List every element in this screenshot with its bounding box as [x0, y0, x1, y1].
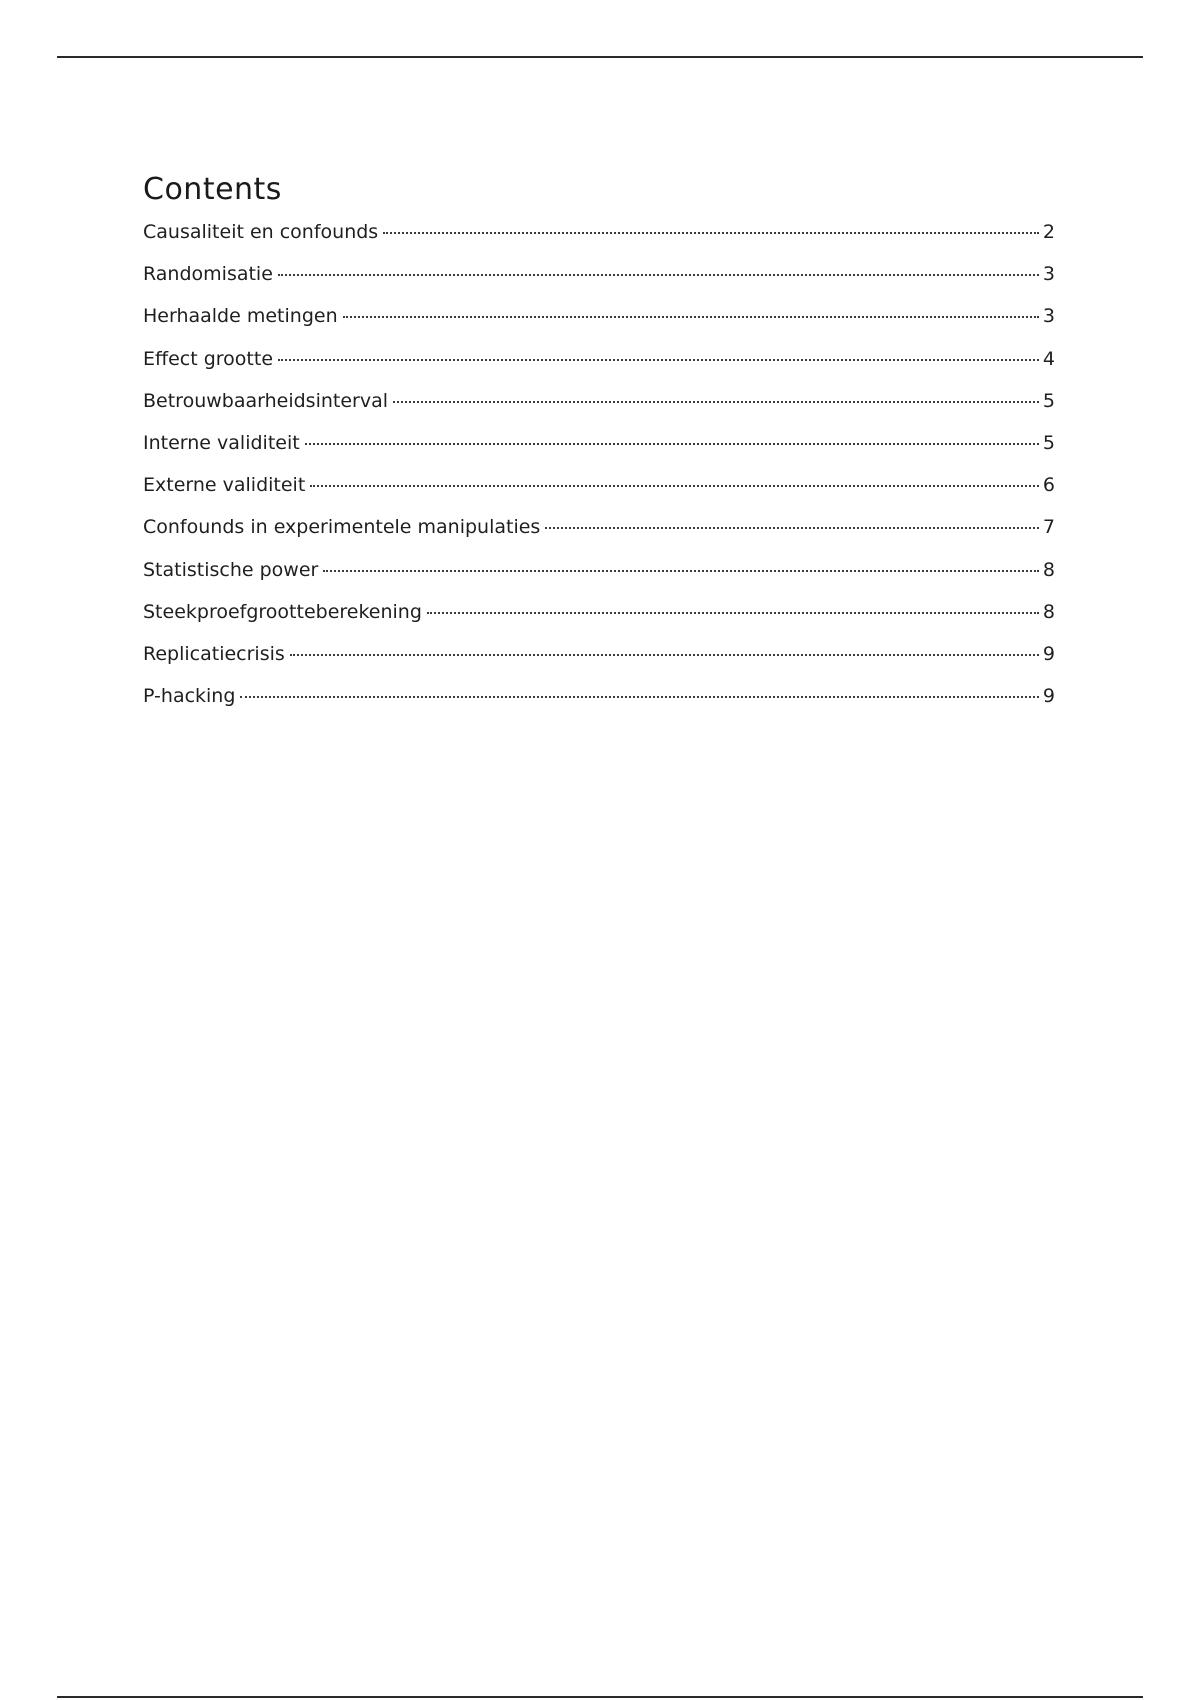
dot-leader — [343, 316, 1039, 318]
toc-entry-label: Statistische power — [143, 558, 319, 581]
dot-leader — [545, 527, 1039, 529]
toc-entry-randomisatie[interactable] — [143, 262, 1055, 304]
dot-leader — [393, 401, 1039, 403]
toc-entry-label: Effect grootte — [143, 347, 274, 370]
toc-title: Contents — [143, 172, 282, 207]
toc-entry-steekproefgrootteberekening[interactable] — [143, 600, 1055, 642]
header-rule — [57, 56, 1143, 58]
toc-entry-label: Causaliteit en confounds — [143, 221, 379, 243]
toc-entry-label: P-hacking — [143, 685, 236, 708]
toc-entry-causaliteit-en-confounds[interactable] — [143, 220, 1055, 262]
toc-entry-page: 8 — [1042, 600, 1055, 623]
toc-entry-label: Interne validiteit — [143, 431, 300, 454]
toc-entry-page: 8 — [1042, 558, 1055, 581]
toc-entry-label: Randomisatie — [143, 263, 273, 286]
toc-entry-statistische-power[interactable] — [143, 558, 1055, 600]
toc-entry-effect-grootte[interactable] — [143, 347, 1055, 389]
dot-leader — [427, 612, 1039, 614]
toc-entry-confounds-in-experimentele-manipulaties[interactable] — [143, 515, 1055, 557]
footer-rule — [57, 1696, 1143, 1698]
toc-entry-page: 2 — [1042, 221, 1055, 243]
toc-entry-page: 9 — [1042, 642, 1055, 665]
toc-entry-page: 5 — [1042, 431, 1055, 454]
toc-entry-page: 3 — [1042, 263, 1055, 286]
toc-entry-replicatiecrisis[interactable] — [143, 642, 1055, 684]
dot-leader — [305, 443, 1039, 445]
toc-entry-externe-validiteit[interactable] — [143, 473, 1055, 515]
toc-entry-herhaalde-metingen[interactable] — [143, 304, 1055, 346]
toc-entry-interne-validiteit[interactable] — [143, 431, 1055, 473]
toc-entry-label: Replicatiecrisis — [143, 642, 285, 665]
toc-entry-p-hacking[interactable] — [143, 684, 1055, 726]
toc-entry-label: Steekproefgrootteberekening — [143, 600, 422, 623]
dot-leader — [240, 696, 1038, 698]
toc-entry-betrouwbaarheidsinterval[interactable] — [143, 389, 1055, 431]
toc-list — [143, 220, 1055, 726]
toc-entry-label: Externe validiteit — [143, 474, 306, 497]
dot-leader — [278, 359, 1039, 361]
table-of-contents — [143, 170, 1055, 726]
toc-entry-label: Herhaalde metingen — [143, 305, 338, 328]
toc-entry-page: 7 — [1042, 516, 1055, 539]
dot-leader — [310, 485, 1039, 487]
toc-entry-page: 3 — [1042, 305, 1055, 328]
toc-entry-label: Confounds in experimentele manipulaties — [143, 516, 541, 539]
toc-entry-page: 4 — [1042, 347, 1055, 370]
toc-entry-page: 6 — [1042, 474, 1055, 497]
toc-entry-page: 5 — [1042, 389, 1055, 412]
dot-leader — [278, 274, 1039, 276]
dot-leader — [290, 654, 1039, 656]
toc-entry-page: 9 — [1042, 685, 1055, 708]
toc-entry-label: Betrouwbaarheidsinterval — [143, 389, 389, 412]
dot-leader — [383, 232, 1039, 234]
dot-leader — [323, 570, 1039, 572]
